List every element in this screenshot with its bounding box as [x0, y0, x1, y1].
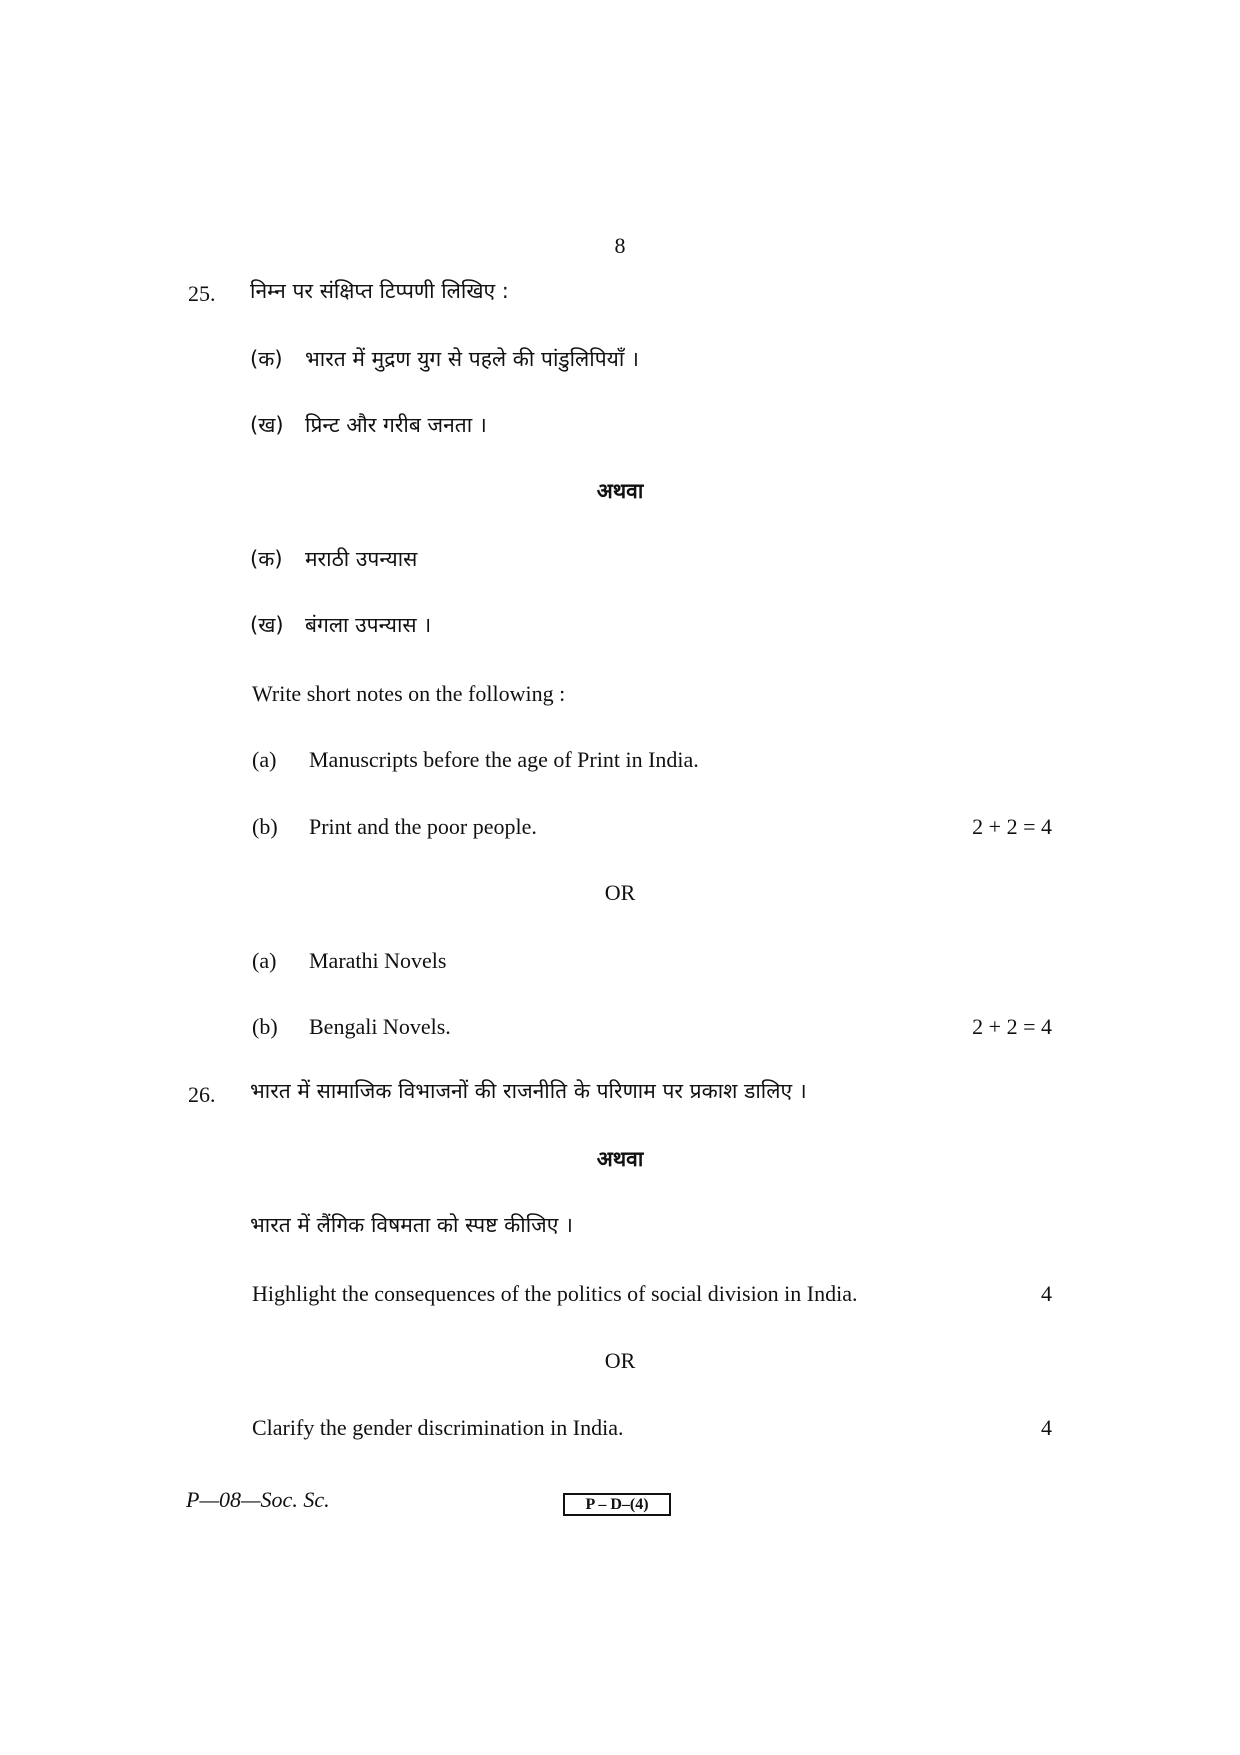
page-number: 8 — [614, 233, 626, 258]
hindi-option-text: बंगला उपन्यास । — [305, 613, 432, 637]
marks: 2 + 2 = 4 — [972, 1014, 1052, 1039]
english-prompt: Highlight the consequences of the politics of social division in India. — [252, 1281, 858, 1306]
hindi-prompt: भारत में सामाजिक विभाजनों की राजनीति के परिणाम पर प्रकाश डालिए । — [250, 1079, 807, 1103]
marks: 4 — [1041, 1281, 1052, 1306]
paper-code-box: P – D–(4) — [563, 1493, 671, 1516]
hindi-option-label: (ख) — [250, 613, 284, 637]
english-option-label: (a) — [252, 948, 277, 973]
marks: 4 — [1041, 1415, 1052, 1440]
hindi-option-label: (क) — [250, 347, 283, 371]
english-option-text: Print and the poor people. — [309, 814, 537, 839]
hindi-option-text: मराठी उपन्यास — [305, 547, 418, 571]
english-option-text: Bengali Novels. — [309, 1014, 451, 1039]
english-option-text: Manuscripts before the age of Print in India. — [309, 747, 699, 772]
english-option-label: (a) — [252, 747, 277, 772]
question-number: 25. — [188, 281, 216, 306]
english-option-text: Marathi Novels — [309, 948, 447, 973]
english-prompt: Write short notes on the following : — [252, 681, 566, 706]
paper-code: P—08—Soc. Sc. — [186, 1487, 330, 1512]
english-alternative: Clarify the gender discrimination in India. — [252, 1415, 624, 1440]
english-option-label: (b) — [252, 814, 278, 839]
hindi-option-text: भारत में मुद्रण युग से पहले की पांडुलिपियाँ । — [305, 347, 639, 371]
hindi-alternative: भारत में लैंगिक विषमता को स्पष्ट कीजिए । — [250, 1213, 573, 1237]
hindi-prompt: निम्न पर संक्षिप्त टिप्पणी लिखिए : — [250, 279, 509, 303]
question-number: 26. — [188, 1082, 216, 1107]
english-or-divider: OR — [604, 880, 636, 905]
hindi-option-text: प्रिन्ट और गरीब जनता । — [305, 413, 487, 437]
english-option-label: (b) — [252, 1014, 278, 1039]
hindi-option-label: (क) — [250, 547, 283, 571]
hindi-or-divider: अथवा — [596, 479, 644, 503]
english-or-divider: OR — [604, 1348, 636, 1373]
hindi-or-divider: अथवा — [596, 1147, 644, 1171]
marks: 2 + 2 = 4 — [972, 814, 1052, 839]
hindi-option-label: (ख) — [250, 413, 284, 437]
